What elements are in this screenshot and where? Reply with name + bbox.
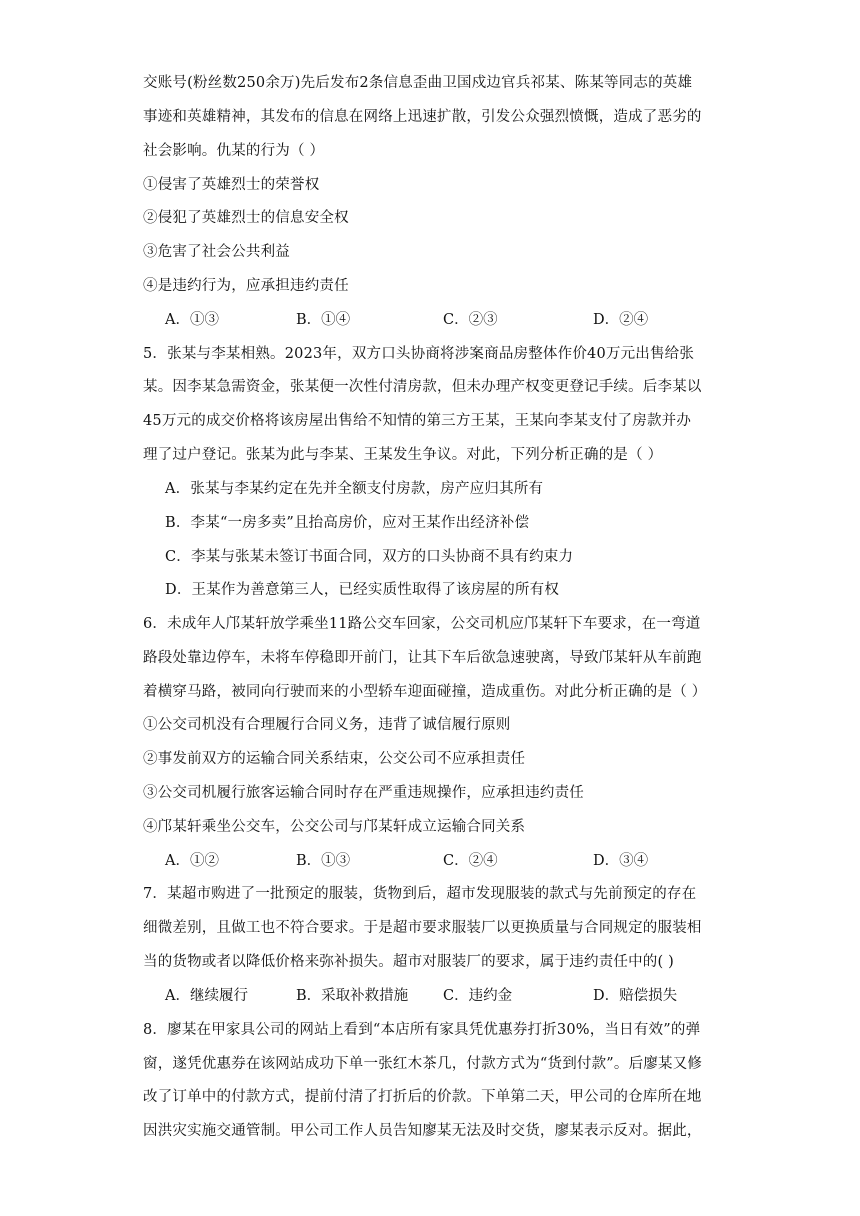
q6-statement: ①公交司机没有合理履行合同义务，违背了诚信履行原则: [143, 717, 511, 733]
q4-option-d: D．②④: [593, 312, 649, 328]
q4-text-line: 交账号(粉丝数250余万)先后发布2条信息歪曲卫国戍边官兵祁某、陈某等同志的英雄: [143, 75, 693, 91]
q7-option-b: B．采取补救措施: [296, 988, 409, 1004]
q4-option-a: A．①③: [165, 312, 219, 328]
q7-text-line: 细微差别，且做工也不符合要求。于是超市要求服装厂以更换质量与合同规定的服装相: [143, 920, 702, 936]
q6-text-line: 6．未成年人邝某轩放学乘坐11路公交车回家，公交司机应邝某轩下车要求，在一弯道: [143, 616, 701, 632]
q8-text-line: 因洪灾实施交通管制。甲公司工作人员告知廖某无法及时交货，廖某表示反对。据此，: [143, 1123, 702, 1139]
q5-option-d: D．王某作为善意第三人，已经实质性取得了该房屋的所有权: [165, 582, 560, 598]
q5-option-b: B．李某“一房多卖”且抬高房价，应对王某作出经济补偿: [165, 515, 530, 531]
q6-text-line: 路段处靠边停车，未将车停稳即开前门，让其下车后欲急速驶离，导致邝某轩从车前跑: [143, 650, 702, 666]
q5-option-c: C．李某与张某未签订书面合同，双方的口头协商不具有约束力: [165, 549, 574, 565]
q5-text-line: 理了过户登记。张某为此与李某、王某发生争议。对此，下列分析正确的是（ ）: [143, 447, 663, 463]
q6-statement: ③公交司机履行旅客运输合同时存在严重违规操作，应承担违约责任: [143, 785, 584, 801]
q6-text-line: 着横穿马路，被同向行驶而来的小型轿车迎面碰撞，造成重伤。对此分析正确的是（ ）: [143, 684, 707, 700]
q4-option-c: C．②③: [443, 312, 498, 328]
q7-option-a: A．继续履行: [165, 988, 248, 1004]
q4-option-b: B．①④: [296, 312, 351, 328]
q4-statement: ③危害了社会公共利益: [143, 244, 290, 260]
q4-text-line: 社会影响。仇某的行为（ ）: [143, 143, 325, 159]
q6-statement: ④邝某轩乘坐公交车，公交公司与邝某轩成立运输合同关系: [143, 819, 526, 835]
q6-option-a: A．①②: [165, 853, 219, 869]
q6-option-c: C．②④: [443, 853, 498, 869]
q6-statement: ②事发前双方的运输合同关系结束，公交公司不应承担责任: [143, 751, 526, 767]
q5-text-line: 某。因李某急需资金，张某便一次性付清房款，但未办理产权变更登记手续。后李某以: [143, 379, 702, 395]
q4-statement: ②侵犯了英雄烈士的信息安全权: [143, 210, 349, 226]
q4-statement: ①侵害了英雄烈士的荣誉权: [143, 177, 320, 193]
q6-option-b: B．①③: [296, 853, 351, 869]
q4-statement: ④是违约行为，应承担违约责任: [143, 278, 349, 294]
q7-option-c: C．违约金: [443, 988, 513, 1004]
q8-text-line: 改了订单中的付款方式，提前付清了打折后的价款。下单第二天，甲公司的仓库所在地: [143, 1089, 702, 1105]
q5-text-line: 5．张某与李某相熟。2023年，双方口头协商将涉案商品房整体作价40万元出售给张: [143, 346, 695, 362]
q7-text-line: 当的货物或者以降低价格来弥补损失。超市对服装厂的要求，属于违约责任中的( ): [143, 954, 675, 970]
q7-text-line: 7．某超市购进了一批预定的服装，货物到后，超市发现服装的款式与先前预定的存在: [143, 886, 697, 902]
q8-text-line: 8．廖某在甲家具公司的网站上看到“本店所有家具凭优惠券打折30%，当日有效”的弹: [143, 1022, 701, 1038]
q5-text-line: 45万元的成交价格将该房屋出售给不知情的第三方王某，王某向李某支付了房款并办: [143, 413, 692, 429]
q4-text-line: 事迹和英雄精神，其发布的信息在网络上迅速扩散，引发公众强烈愤慨，造成了恶劣的: [143, 109, 702, 125]
q6-option-d: D．③④: [593, 853, 649, 869]
q8-text-line: 窗，遂凭优惠券在该网站成功下单一张红木茶几，付款方式为“货到付款”。后廖某又修: [143, 1056, 703, 1072]
q7-option-d: D．赔偿损失: [593, 988, 678, 1004]
q5-option-a: A．张某与李某约定在先并全额支付房款，房产应归其所有: [165, 481, 544, 497]
